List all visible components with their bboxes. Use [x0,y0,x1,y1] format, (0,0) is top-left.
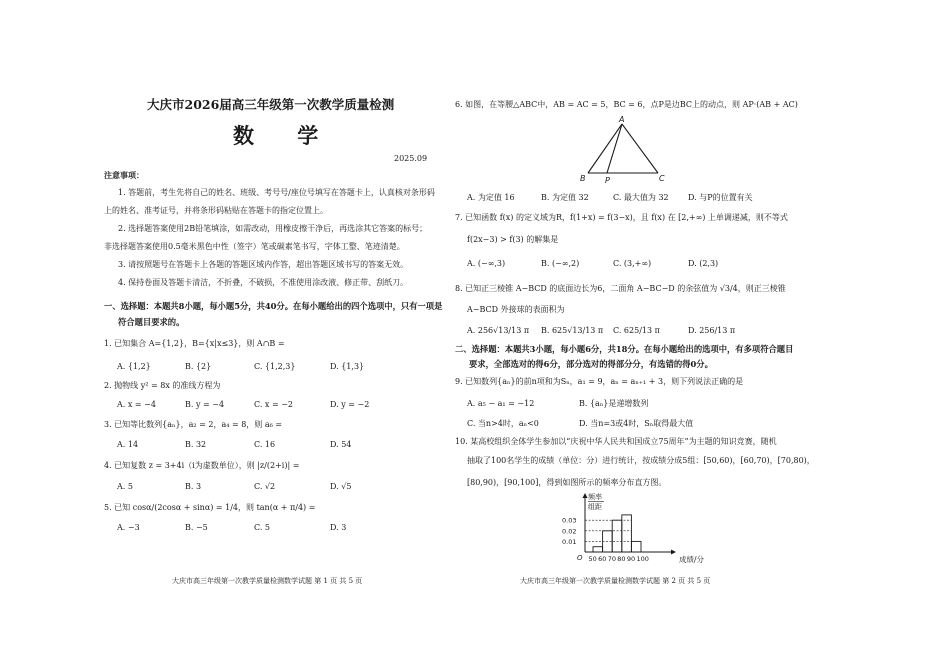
option-c: C. √2 [254,482,276,491]
question-stem: 5. 已知 cosα/(2cosα + sinα) = 1/4，则 tan(α + π/4) = [104,503,316,512]
notice-line: 非选择题答案使用0.5毫米黑色中性（签字）笔或碳素笔书写，字体工整、笔迹清楚。 [104,242,405,251]
option-a: A. {1,2} [117,362,151,371]
notice-line: 4. 保持卷面及答题卡清洁，不折叠，不破损，不准使用涂改液、修正带、刮纸刀。 [118,278,409,287]
x-axis-arrow [671,550,676,555]
option-c: C. 16 [254,440,276,449]
option-a: A. 256√13/13 π [467,326,530,335]
y-tick-label: 0.03 [562,516,577,525]
x-tick-label: 50 [588,555,597,563]
x-tick-label: 80 [617,555,626,563]
y-axis-label-top: 频率 [588,493,602,501]
option-d: D. 256/13 π [688,326,736,335]
option-a: A. x = −4 [117,400,156,409]
option-c: C. 当n>4时，aₙ<0 [467,419,539,428]
option-a: A. 为定值 16 [467,193,515,202]
subject-title: 数 学 [233,123,337,148]
x-tick-label: 90 [626,555,636,563]
option-a: A. a₅ − a₁ = −12 [467,399,535,408]
side-ac [622,124,658,173]
notice-line: 3. 请按照题号在答题卡上各题的答题区域内作答，超出答题区域书写的答案无效。 [118,260,409,269]
question-stem: 6. 如图，在等腰△ABC中，AB = AC = 5，BC = 6，点P是边BC上的动点，则 AP·(AB + AC) [455,100,798,109]
option-c: C. {1,2,3} [254,362,296,371]
page-footer: 大庆市高三年级第一次教学质量检测数学试题 第 2 页 共 5 页 [520,577,711,585]
y-axis-label-bottom: 组距 [588,503,602,511]
question-stem: 4. 已知复数 z = 3+4i（i为虚数单位），则 |z/(2+i)| = [104,461,300,470]
option-d: D. {1,3} [330,362,365,371]
triangle-figure [580,115,670,186]
option-d: D. √5 [330,482,352,491]
notice-line: 上的姓名、准考证号，并将条形码粘贴在答题卡的指定位置上。 [104,206,328,215]
histogram-bar [631,541,641,552]
option-a: A. 5 [117,482,133,491]
histogram-bar [622,515,632,552]
option-c: C. (3,+∞) [613,259,652,268]
option-b: B. y = −4 [185,400,225,409]
option-d: D. 54 [330,440,352,449]
exam-date: 2025.09 [394,154,428,163]
option-a: A. 14 [117,440,139,449]
option-d: D. 与P的位置有关 [688,193,753,202]
section-heading: 二、选择题：本题共3小题，每小题6分，共18分。在每小题给出的选项中，有多项符合题目 [455,344,794,354]
option-a: A. (−∞,3) [467,259,506,268]
histogram-bar [612,520,622,552]
notice-heading: 注意事项： [104,170,144,180]
vertex-label-b: B [580,174,586,183]
question-stem: 9. 已知数列{aₙ}的前n项和为Sₙ，a₁ = 9，aₙ = aₙ₊₁ + 3，则下列说法正确的是 [455,377,744,386]
option-d: D. 3 [330,523,347,532]
option-d: D. (2,3) [688,259,719,268]
y-axis-arrow [583,493,588,498]
section-heading: 符合题目要求的。 [118,317,185,327]
option-b: B. 32 [185,440,207,449]
option-b: B. 为定值 32 [541,193,589,202]
vertex-label-c: C [659,174,665,183]
notice-line: 1. 答题前，考生先将自己的姓名、班级、考号号/座位号填写在答题卡上，认真核对条形码 [118,188,435,197]
notice-line: 2. 选择题答案使用2B铅笔填涂，如需改动，用橡皮擦干净后，再选涂其它答案的标号； [118,224,428,233]
question-stem: 8. 已知正三棱锥 A−BCD 的底面边长为6，二面角 A−BC−D 的余弦值为 √3/4，则正三棱锥 [455,284,786,293]
question-stem: 7. 已知函数 f(x) 的定义域为R，f(1+x) = f(3−x)，且 f(x) 在 [2,+∞) 上单调递减，则不等式 [455,213,788,222]
question-stem: 1. 已知集合 A={1,2}，B={x|x≤3}，则 A∩B = [104,339,285,348]
option-b: B. −5 [185,523,208,532]
frequency-histogram [545,490,715,570]
question-stem: 2. 抛物线 y² = 8x 的准线方程为 [104,381,221,390]
point-label-p: P [605,176,610,185]
option-b: B. 3 [185,482,202,491]
question-stem-cont: 抽取了100名学生的成绩（单位：分）进行统计，按成绩分成5组：[50,60)，[60,70)，[70,80)， [467,456,815,465]
option-c: C. 最大值为 32 [613,193,669,202]
option-a: A. −3 [117,523,140,532]
x-axis-label: 成绩/分 [679,555,705,564]
option-c: C. 625/13 π [613,326,660,335]
section-heading: 一、选择题：本题共8小题，每小题5分，共40分。在每小题给出的四个选项中，只有一项是 [104,301,443,311]
x-tick-label: 60 [598,555,607,563]
option-b: B. 625√13/13 π [541,326,604,335]
option-b: B. {aₙ}是递增数列 [579,399,649,408]
segment-ap [607,124,622,173]
question-stem: 3. 已知等比数列{aₙ}，a₂ = 2，a₄ = 8，则 a₆ = [104,420,283,429]
option-b: B. (−∞,2) [541,259,580,268]
x-tick-label: 100 [636,555,649,563]
question-stem-cont: A−BCD 外接球的表面积为 [467,305,565,314]
histogram-bar [593,547,603,552]
option-d: D. 当n=3或4时，Sₙ取得最大值 [579,419,694,428]
question-stem: 10. 某高校组织全体学生参加以“庆祝中华人民共和国成立75周年”为主题的知识竞赛，随机 [455,437,777,446]
vertex-label-a: A [619,115,625,124]
question-stem-cont: [80,90)，[90,100]，得到如图所示的频率分布直方图。 [467,478,667,487]
option-b: B. {2} [185,362,212,371]
section-heading: 要求，全部选对的得6分，部分选对的得部分分，有选错的得0分。 [469,359,713,369]
page-footer: 大庆市高三年级第一次教学质量检测数学试题 第 1 页 共 5 页 [172,577,363,585]
side-ab [588,124,622,173]
option-c: C. 5 [254,523,271,532]
y-tick-label: 0.01 [562,537,577,546]
exam-title: 大庆市2026届高三年级第一次教学质量检测 [147,97,395,112]
option-d: D. y = −2 [330,400,370,409]
y-tick-label: 0.02 [562,527,577,536]
origin-label: O [577,554,583,562]
x-tick-label: 70 [607,555,616,563]
question-stem-cont: f(2x−3) > f(3) 的解集是 [467,235,559,244]
option-c: C. x = −2 [254,400,294,409]
